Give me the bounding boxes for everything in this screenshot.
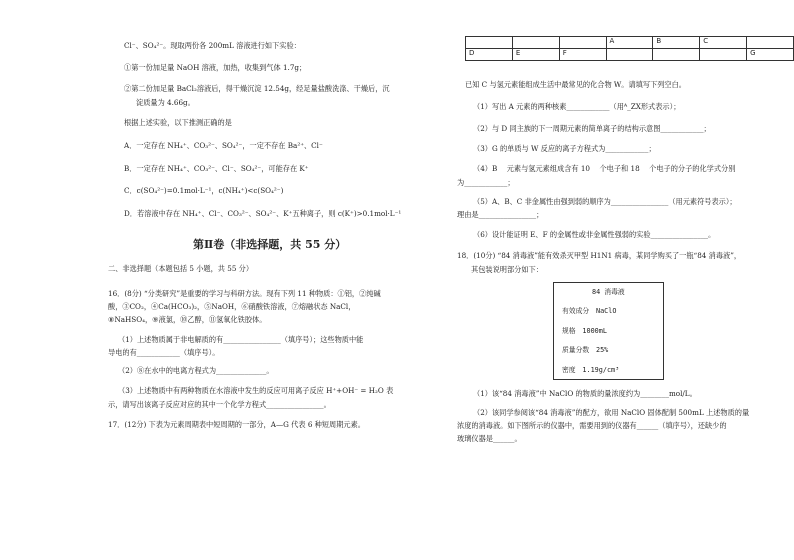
q17-line: （6）设计能证明 E、F 的金属性或非金属性强弱的实验________________。 [473,230,716,239]
text-line: Cl⁻、SO₄²⁻。现取两份各 200mL 溶液进行如下实验： [124,41,301,50]
q17-line: （1）写出 A 元素的两种核素____________（用ᴬ_ZX形式表示）； [473,102,681,111]
q17-line: （2）与 D 同主族的下一周期元素的简单离子的结构示意图____________； [473,124,711,133]
table-cell [653,49,700,61]
label-density: 密度 1.19g/cm³ [562,366,620,374]
table-cell: B [653,37,700,49]
q18-line: 18．(10分) “84 消毒液”能有效杀灭甲型 H1N1 病毒，某同学购买了一瓶“84 消毒液”， [457,251,742,260]
q16-line: 导电的有____________（填序号）。 [108,348,220,357]
table-cell: G [747,49,794,61]
table-cell: C [700,37,747,49]
q16-line: 16．(8分) “分类研究”是重要的学习与科研方法。现有下列 11 种物质：①铝，②纯碱 [108,289,381,298]
disinfectant-label [553,282,664,380]
table-row [466,37,794,49]
q17-line: 17．(12分) 下表为元素周期表中短周期的一部分，A—G 代表 6 种短周期元素。 [108,420,365,429]
table-cell [559,37,606,49]
text-line: 淀质量为 4.66g。 [136,98,195,107]
table-cell [700,49,747,61]
table-cell: A [606,37,653,49]
section-title: 第Ⅱ卷（非选择题，共 55 分） [193,238,347,251]
table-cell [512,37,559,49]
q18-line: 其包装说明部分如下： [471,265,543,274]
option-a: A．一定存在 NH₄⁺、CO₃²⁻、SO₄²⁻，一定不存在 Ba²⁺、Cl⁻ [124,141,323,150]
q16-line: （2）⑧在水中的电离方程式为______________。 [118,366,274,375]
label-ingredient: 有效成分 NaClO [562,307,617,315]
q16-line: 示，请写出该离子反应对应的其中一个化学方程式________________。 [108,400,331,409]
table-cell: F [559,49,606,61]
label-title: 84 消毒液 [592,288,625,296]
q18-sub-line: 玻璃仪器是______。 [457,434,522,443]
q16-line: ⑧NaHSO₄，⑨液氯，⑩乙醇，⑪氢氧化铁胶体。 [108,315,267,324]
q18-sub-line: （2）该同学参阅该“84 消毒液”的配方，欲用 NaClO 固体配制 500mL 上述物质的量 [473,408,750,417]
q17-line: 已知 C 与氢元素能组成生活中最常见的化合物 W。请填写下列空白。 [465,80,686,89]
periodic-table-fragment [465,36,794,61]
option-d: D．若溶液中存在 NH₄⁺、Cl⁻、CO₃²⁻、SO₄²⁻、K⁺五种离子，则 c(K⁺)>0.1mol·L⁻¹ [124,209,402,218]
table-cell: E [512,49,559,61]
q18-sub-line: 浓度的消毒液。如下图所示的仪器中，需要用到的仪器有______（填序号），还缺少的 [457,421,727,430]
text-line: 根据上述实验，以下推测正确的是 [124,118,232,127]
table-cell [747,37,794,49]
table-cell: D [466,49,513,61]
option-b: B．一定存在 NH₄⁺、CO₃²⁻、Cl⁻、SO₄²⁻，可能存在 K⁺ [124,164,309,173]
text-line: ②第二份加足量 BaCl₂溶液后，得干燥沉淀 12.54g，经足量盐酸洗涤、干燥后，沉 [124,84,390,93]
q17-line: （4）B 元素与氢元素组成含有 10 个电子和 18 个电子的分子的化学式分别 [473,164,736,173]
q16-line: （1）上述物质属于非电解质的有________________（填序号）；这些物质中能 [118,335,364,344]
q16-line: （3）上述物质中有两种物质在水溶液中发生的反应可用离子反应 H⁺+OH⁻ = H₂O 表 [118,386,394,395]
option-c: C．c(SO₄²⁻)=0.1mol·L⁻¹，c(NH₄⁺)<c(SO₄²⁻) [124,186,284,195]
label-mass-fraction: 质量分数 25% [562,346,609,354]
q18-sub-line: （1）该“84 消毒液”中 NaClO 的物质的量浓度约为________mol/L。 [473,389,697,398]
text-line: ①第一份加足量 NaOH 溶液，加热，收集到气体 1.7g； [124,63,307,72]
q17-line: （5）A、B、C 非金属性由强到弱的顺序为________________（用元素符号表示）； [473,197,737,206]
table-cell [466,37,513,49]
q17-line: 理由是________________； [457,210,544,219]
table-cell [606,49,653,61]
label-spec: 规格 1000mL [562,327,607,335]
q17-line: （3）G 的单质与 W 反应的离子方程式为____________； [473,144,656,153]
part2-heading: 二、非选择题（本题包括 5 小题，共 55 分） [108,264,254,273]
table-row [466,49,794,61]
q16-line: 酸，③CO₂，④Ca(HCO₃)₂，⑤NaOH，⑥硝酸铁溶液，⑦熔融状态 NaCl， [108,302,356,311]
q17-line: 为____________； [457,178,515,187]
